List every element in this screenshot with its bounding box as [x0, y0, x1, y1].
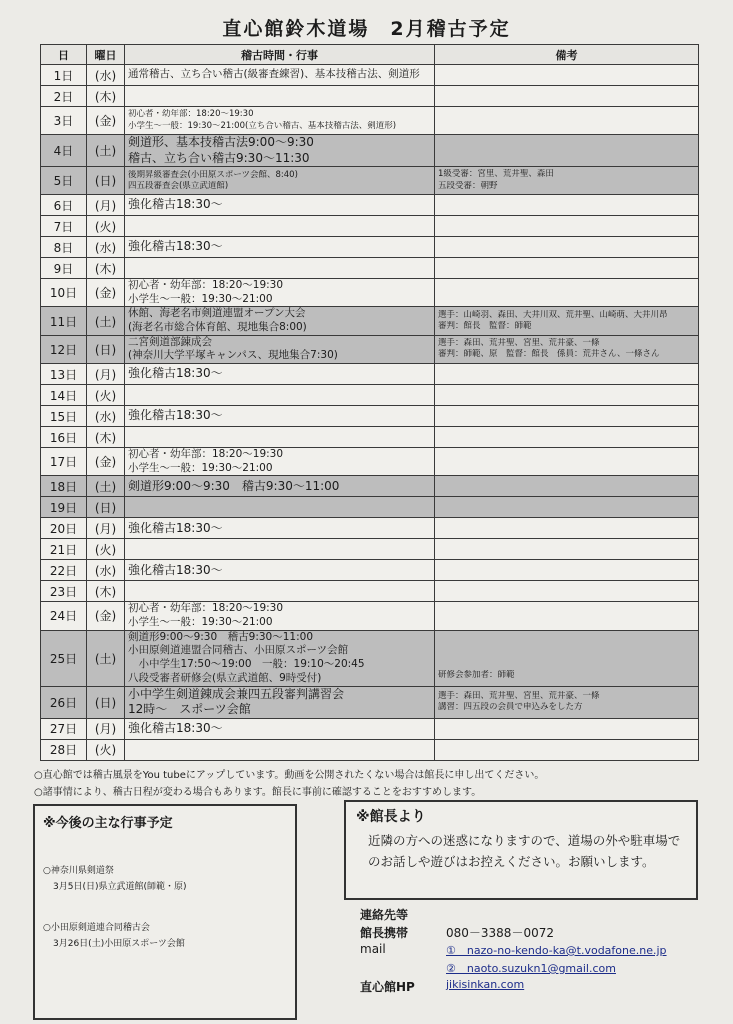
event-cell	[125, 630, 435, 686]
weekday-cell: (木)	[87, 581, 125, 602]
event-cell	[125, 518, 435, 539]
notes-cell	[435, 630, 699, 686]
schedule-table	[40, 44, 699, 761]
note-line: 審判：館長 監督：師範	[438, 321, 532, 332]
day-cell: 4日	[41, 135, 87, 167]
weekday-cell: (土)	[87, 630, 125, 686]
table-row	[41, 135, 699, 167]
upcoming-event-title: ○小田原剣道連合同稽古会	[43, 923, 150, 933]
notice-schedule-change: ○諸事情により、稽古日程が変わる場合もあります。館長に事前に確認することをおすすめします。	[34, 787, 482, 798]
notes-cell	[435, 335, 699, 363]
note-line: 研修会参加者：師範	[438, 669, 515, 680]
event-cell	[125, 335, 435, 363]
event-line: 強化稽古18:30～	[128, 520, 223, 535]
note-line: 選手：森田、荒井聖、宮里、荒井豪、一條	[438, 337, 600, 348]
upcoming-event-detail: 3月26日(土)小田原スポーツ会館	[53, 939, 185, 949]
table-row	[41, 237, 699, 258]
weekday-cell: (土)	[87, 307, 125, 335]
table-row	[41, 560, 699, 581]
event-line: 小学生～一般：19:30～21:00	[128, 461, 273, 474]
note-line: 審判：師範、原 監督：館長 係員：荒井さん、一條さん	[438, 349, 660, 360]
weekday-cell: (木)	[87, 258, 125, 279]
note-line: 講習：四五段の会員で申込みをした方	[438, 702, 583, 713]
phone-label: 館長携帯	[360, 926, 409, 940]
event-cell	[125, 307, 435, 335]
weekday-cell: (日)	[87, 167, 125, 195]
weekday-cell: (金)	[87, 279, 125, 307]
event-cell	[125, 135, 435, 167]
event-line: 初心者・幼年部：18:20～19:30	[128, 448, 284, 461]
table-row	[41, 216, 699, 237]
event-line: 初心者・幼年部：18:20～19:30	[128, 109, 254, 120]
event-cell	[125, 497, 435, 518]
notes-cell	[435, 195, 699, 216]
event-line: 強化稽古18:30～	[128, 408, 223, 423]
note-line	[438, 647, 695, 658]
weekday-cell: (金)	[87, 107, 125, 135]
note-line: 選手：山崎羽、森田、大井川双、荒井聖、山崎萌、大井川昂	[438, 309, 668, 320]
notes-cell	[435, 364, 699, 385]
weekday-cell: (火)	[87, 739, 125, 760]
notes-cell	[435, 686, 699, 718]
event-cell	[125, 427, 435, 448]
notices	[34, 767, 714, 801]
event-line: 剣道形、基本技稽古法9:00～9:30	[128, 135, 314, 149]
table-row	[41, 581, 699, 602]
weekday-cell: (日)	[87, 497, 125, 518]
day-cell: 2日	[41, 86, 87, 107]
note-line: 五段受審：朝野	[438, 180, 498, 191]
event-cell	[125, 718, 435, 739]
header-weekday: 曜日	[87, 45, 125, 65]
notes-cell	[435, 497, 699, 518]
day-cell: 15日	[41, 406, 87, 427]
notes-cell	[435, 518, 699, 539]
table-row	[41, 279, 699, 307]
table-row	[41, 476, 699, 497]
event-cell	[125, 602, 435, 630]
weekday-cell: (金)	[87, 602, 125, 630]
message-heading: ※館長より	[356, 809, 426, 825]
event-line: 小田原剣道連盟合同稽古、小田原スポーツ会館	[128, 644, 349, 657]
table-row	[41, 167, 699, 195]
event-line: 稽古、立ち合い稽古9:30～11:30	[128, 150, 310, 165]
event-cell	[125, 167, 435, 195]
day-cell: 5日	[41, 167, 87, 195]
event-line: 小学生～一般：19:30～21:00	[128, 615, 273, 628]
event-cell	[125, 258, 435, 279]
event-cell	[125, 739, 435, 760]
notes-cell	[435, 739, 699, 760]
table-row	[41, 539, 699, 560]
day-cell: 7日	[41, 216, 87, 237]
day-cell: 20日	[41, 518, 87, 539]
weekday-cell: (木)	[87, 427, 125, 448]
weekday-cell: (火)	[87, 539, 125, 560]
day-cell: 16日	[41, 427, 87, 448]
event-line: 強化稽古18:30～	[128, 197, 223, 212]
event-line: 12時～ スポーツ会館	[128, 702, 251, 717]
notes-cell	[435, 86, 699, 107]
note-line: 選手：森田、荒井聖、宮里、荒井豪、一條	[438, 690, 600, 701]
event-cell	[125, 539, 435, 560]
event-cell	[125, 406, 435, 427]
note-line: 1級受審：宮里、荒井聖、森田	[438, 169, 554, 180]
day-cell: 26日	[41, 686, 87, 718]
notes-cell	[435, 279, 699, 307]
event-line: 八段受審者研修会(県立武道館、9時受付)	[128, 671, 322, 684]
event-cell	[125, 237, 435, 258]
notes-cell	[435, 448, 699, 476]
message-body: 近隣の方への迷惑になりますので、道場の外や駐車場でのお話しや遊びはお控えください。お願いします。	[368, 833, 681, 869]
notes-cell	[435, 406, 699, 427]
day-cell: 12日	[41, 335, 87, 363]
weekday-cell: (水)	[87, 65, 125, 86]
mail-label: mail	[360, 942, 386, 956]
notes-cell	[435, 427, 699, 448]
weekday-cell: (土)	[87, 135, 125, 167]
event-line: 通常稽古、立ち合い稽古(級審査練習)、基本技稽古法、剣道形	[128, 68, 420, 81]
table-row	[41, 65, 699, 86]
notes-cell	[435, 258, 699, 279]
notice-youtube: ○直心館では稽古風景をYou tubeにアップしています。動画を公開されたくない場合は館長に申し出てください。	[34, 770, 545, 781]
event-line: 小中学生剣道錬成会兼四五段審判講習会	[128, 686, 345, 701]
day-cell: 14日	[41, 385, 87, 406]
notes-cell	[435, 65, 699, 86]
event-line: 四五段審査会(県立武道館)	[128, 180, 229, 191]
day-cell: 8日	[41, 237, 87, 258]
note-line	[438, 658, 695, 669]
table-row	[41, 739, 699, 760]
event-line: 二宮剣道部錬成会	[128, 335, 212, 348]
weekday-cell: (日)	[87, 335, 125, 363]
day-cell: 13日	[41, 364, 87, 385]
table-row	[41, 686, 699, 718]
event-line: 初心者・幼年部：18:20～19:30	[128, 602, 284, 615]
event-line: 剣道形9:00～9:30 稽古9:30～11:00	[128, 478, 340, 493]
weekday-cell: (水)	[87, 237, 125, 258]
header-notes: 備考	[435, 45, 699, 65]
event-line: 小中学生17:50～19:00 一般：19:10～20:45	[128, 658, 365, 671]
homepage-link[interactable]: jikisinkan.com	[446, 978, 525, 991]
weekday-cell: (月)	[87, 195, 125, 216]
table-row	[41, 307, 699, 335]
weekday-cell: (水)	[87, 560, 125, 581]
day-cell: 19日	[41, 497, 87, 518]
mail-link-2[interactable]: ② naoto.suzukn1@gmail.com	[446, 962, 616, 975]
table-row	[41, 630, 699, 686]
event-cell	[125, 86, 435, 107]
day-cell: 11日	[41, 307, 87, 335]
notes-cell	[435, 581, 699, 602]
table-row	[41, 364, 699, 385]
day-cell: 3日	[41, 107, 87, 135]
table-row	[41, 448, 699, 476]
director-message-box	[344, 800, 698, 900]
table-header-row	[41, 45, 699, 65]
event-cell	[125, 385, 435, 406]
notes-cell	[435, 560, 699, 581]
event-line: 小学生～一般：19:30～21:00	[128, 292, 273, 305]
weekday-cell: (月)	[87, 518, 125, 539]
event-cell	[125, 364, 435, 385]
notes-cell	[435, 539, 699, 560]
day-cell: 27日	[41, 718, 87, 739]
event-cell	[125, 448, 435, 476]
table-row	[41, 718, 699, 739]
weekday-cell: (土)	[87, 476, 125, 497]
mail-link-1[interactable]: ① nazo-no-kendo-ka@t.vodafone.ne.jp	[446, 944, 667, 957]
event-line: 強化稽古18:30～	[128, 239, 223, 254]
event-cell	[125, 581, 435, 602]
event-line: (海老名市総合体育館、現地集合8:00)	[128, 321, 307, 334]
event-line: 休館、海老名市剣道連盟オープン大会	[128, 307, 306, 320]
notes-cell	[435, 602, 699, 630]
event-cell	[125, 195, 435, 216]
day-cell: 28日	[41, 739, 87, 760]
event-cell	[125, 476, 435, 497]
event-line: (神奈川大学平塚キャンパス、現地集合7:30)	[128, 349, 338, 362]
notes-cell	[435, 476, 699, 497]
table-row	[41, 86, 699, 107]
notes-cell	[435, 385, 699, 406]
notes-cell	[435, 307, 699, 335]
weekday-cell: (木)	[87, 86, 125, 107]
notes-cell	[435, 135, 699, 167]
event-line: 初心者・幼年部：18:20～19:30	[128, 279, 284, 292]
event-cell	[125, 65, 435, 86]
day-cell: 18日	[41, 476, 87, 497]
day-cell: 22日	[41, 560, 87, 581]
weekday-cell: (月)	[87, 364, 125, 385]
phone-number[interactable]: 080－3388－0072	[446, 926, 554, 940]
header-day: 日	[41, 45, 87, 65]
upcoming-event-detail: 3月5日(日)県立武道館(師範・原)	[53, 882, 187, 892]
day-cell: 21日	[41, 539, 87, 560]
weekday-cell: (水)	[87, 406, 125, 427]
notes-cell	[435, 167, 699, 195]
header-events: 稽古時間・行事	[125, 45, 435, 65]
event-cell	[125, 216, 435, 237]
table-row	[41, 497, 699, 518]
day-cell: 1日	[41, 65, 87, 86]
notes-cell	[435, 107, 699, 135]
event-cell	[125, 686, 435, 718]
table-row	[41, 427, 699, 448]
table-row	[41, 518, 699, 539]
schedule-body	[41, 65, 699, 761]
event-line: 強化稽古18:30～	[128, 366, 223, 381]
event-line: 後期昇級審査会(小田原スポーツ会館、8:40)	[128, 169, 298, 180]
day-cell: 24日	[41, 602, 87, 630]
table-row	[41, 385, 699, 406]
weekday-cell: (日)	[87, 686, 125, 718]
event-line: 強化稽古18:30～	[128, 562, 223, 577]
table-row	[41, 107, 699, 135]
hp-label: 直心館HP	[360, 980, 415, 994]
event-cell	[125, 279, 435, 307]
event-line: 小学生～一般：19:30～21:00(立ち合い稽古、基本技稽古法、剣道形)	[128, 120, 397, 131]
weekday-cell: (金)	[87, 448, 125, 476]
weekday-cell: (火)	[87, 216, 125, 237]
event-line: 強化稽古18:30～	[128, 720, 223, 735]
weekday-cell: (火)	[87, 385, 125, 406]
event-cell	[125, 107, 435, 135]
upcoming-heading: ※今後の主な行事予定	[43, 816, 173, 831]
contact-section	[360, 906, 720, 996]
table-row	[41, 602, 699, 630]
event-line: 剣道形9:00～9:30 稽古9:30～11:00	[128, 630, 313, 643]
day-cell: 23日	[41, 581, 87, 602]
day-cell: 17日	[41, 448, 87, 476]
page-title: 直心館鈴木道場 2月稽古予定	[222, 18, 511, 40]
day-cell: 9日	[41, 258, 87, 279]
event-cell	[125, 560, 435, 581]
day-cell: 6日	[41, 195, 87, 216]
table-row	[41, 406, 699, 427]
notes-cell	[435, 718, 699, 739]
table-row	[41, 195, 699, 216]
note-line	[438, 635, 695, 646]
table-row	[41, 258, 699, 279]
weekday-cell: (月)	[87, 718, 125, 739]
upcoming-events-box	[33, 804, 297, 1020]
upcoming-event-title: ○神奈川県剣道祭	[43, 866, 114, 876]
contact-heading: 連絡先等	[360, 908, 409, 922]
notes-cell	[435, 237, 699, 258]
notes-cell	[435, 216, 699, 237]
day-cell: 10日	[41, 279, 87, 307]
day-cell: 25日	[41, 630, 87, 686]
table-row	[41, 335, 699, 363]
